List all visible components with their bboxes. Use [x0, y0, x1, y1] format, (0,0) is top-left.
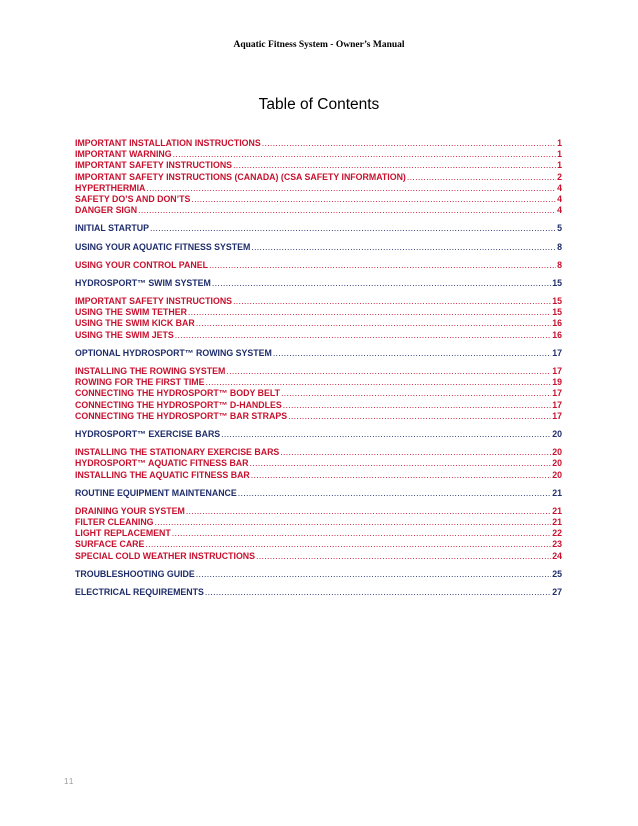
toc-dot-leader — [175, 330, 551, 341]
toc-entry[interactable] — [75, 172, 562, 183]
toc-entry-label: DRAINING YOUR SYSTEM — [75, 505, 185, 516]
toc-dot-leader — [233, 160, 556, 171]
toc-entry-label: DANGER SIGN — [75, 205, 138, 216]
toc-entry-label: USING YOUR AQUATIC FITNESS SYSTEM — [75, 241, 251, 252]
toc-dot-leader — [251, 470, 551, 481]
toc-entry-label: INSTALLING THE ROWING SYSTEM — [75, 366, 226, 376]
toc-dot-leader — [273, 348, 551, 359]
toc-entry-label: HYDROSPORT™ SWIM SYSTEM — [75, 277, 211, 288]
toc-group — [75, 429, 562, 440]
toc-entry-page: 22 — [552, 528, 562, 539]
toc-entry[interactable] — [75, 296, 562, 307]
toc-entry-label: HYDROSPORT™ AQUATIC FITNESS BAR — [75, 458, 249, 469]
running-header: Aquatic Fitness System - Owner’s Manual — [233, 40, 405, 50]
toc-entry-page: 16 — [552, 318, 562, 329]
group-spacer — [75, 580, 562, 587]
toc-entry[interactable] — [75, 488, 562, 499]
toc-entry[interactable] — [75, 569, 562, 580]
toc-entry-label: CONNECTING THE HYDROSPORT™ BODY BELT — [75, 388, 280, 399]
toc-group — [75, 278, 562, 289]
toc-entry-page: 17 — [552, 366, 562, 376]
toc-entry-page: 5 — [557, 223, 562, 234]
toc-entry[interactable] — [75, 278, 562, 289]
toc-entry-label: USING THE SWIM KICK BAR — [75, 318, 195, 329]
toc-dot-leader — [173, 149, 557, 160]
toc-entry[interactable] — [75, 587, 562, 598]
toc-entry-page: 15 — [552, 296, 562, 307]
toc-entry-label: HYDROSPORT™ EXERCISE BARS — [75, 428, 221, 439]
toc-entry[interactable] — [75, 429, 562, 440]
toc-entry-label: ELECTRICAL REQUIREMENTS — [75, 587, 204, 597]
toc-group — [75, 506, 562, 562]
toc-dot-leader — [262, 138, 556, 149]
toc-group — [75, 366, 562, 422]
toc-group — [75, 138, 562, 216]
toc-entry-page: 24 — [552, 550, 562, 561]
toc-entry[interactable] — [75, 223, 562, 234]
toc-entry[interactable] — [75, 551, 562, 562]
toc-entry-page: 4 — [557, 193, 562, 204]
toc-dot-leader — [196, 569, 551, 580]
group-spacer — [75, 422, 562, 429]
toc-entry-label: SPECIAL COLD WEATHER INSTRUCTIONS — [75, 550, 256, 561]
group-spacer — [75, 253, 562, 260]
toc-entry-label: USING THE SWIM JETS — [75, 329, 174, 340]
toc-entry-page: 20 — [552, 428, 562, 439]
group-spacer — [75, 440, 562, 447]
toc-dot-leader — [212, 278, 551, 289]
toc-entry[interactable] — [75, 348, 562, 359]
toc-entry[interactable] — [75, 528, 562, 539]
toc-entry-label: SAFETY DO’S AND DON’TS — [75, 193, 191, 204]
toc-entry-page: 21 — [552, 517, 562, 528]
toc-entry[interactable] — [75, 160, 562, 171]
toc-entry-label: IMPORTANT SAFETY INSTRUCTIONS — [75, 296, 233, 307]
toc-entry-label: USING YOUR CONTROL PANEL — [75, 259, 208, 270]
toc-entry[interactable] — [75, 539, 562, 550]
toc-group — [75, 587, 562, 598]
toc-group — [75, 488, 562, 499]
toc-dot-leader — [226, 366, 551, 377]
toc-dot-leader — [196, 318, 551, 329]
toc-dot-leader — [209, 260, 556, 271]
toc-entry-label: IMPORTANT INSTALLATION INSTRUCTIONS — [75, 138, 261, 148]
toc-dot-leader — [150, 223, 556, 234]
toc-entry[interactable] — [75, 506, 562, 517]
toc-entry-label: LIGHT REPLACEMENT — [75, 528, 171, 539]
group-spacer — [75, 235, 562, 242]
toc-entry-page: 17 — [552, 410, 562, 421]
toc-entry-label: IMPORTANT SAFETY INSTRUCTIONS (CANADA) (CSA SAFETY INFORMATION) — [75, 171, 406, 182]
toc-dot-leader — [188, 307, 551, 318]
toc-entry-label: CONNECTING THE HYDROSPORT™ BAR STRAPS — [75, 410, 288, 421]
toc-entry[interactable] — [75, 517, 562, 528]
toc-dot-leader — [186, 506, 551, 517]
toc-dot-leader — [146, 183, 556, 194]
toc-entry-page: 21 — [552, 487, 562, 498]
toc-dot-leader — [191, 194, 556, 205]
toc-entry-label: INSTALLING THE STATIONARY EXERCISE BARS — [75, 447, 280, 458]
toc-entry-page: 20 — [552, 458, 562, 469]
toc-entry-label: FILTER CLEANING — [75, 517, 154, 528]
toc-group — [75, 296, 562, 341]
toc-entry-label: OPTIONAL HYDROSPORT™ ROWING SYSTEM — [75, 347, 272, 358]
toc-entry[interactable] — [75, 458, 562, 469]
toc-group — [75, 242, 562, 253]
toc-entry[interactable] — [75, 307, 562, 318]
toc-entry-page: 19 — [552, 377, 562, 388]
toc-dot-leader — [283, 400, 551, 411]
toc-entry-page: 17 — [552, 388, 562, 399]
toc-entry[interactable] — [75, 194, 562, 205]
toc-entry[interactable] — [75, 260, 562, 271]
toc-entry[interactable] — [75, 183, 562, 194]
toc-entry[interactable] — [75, 149, 562, 160]
toc-entry-page: 8 — [557, 241, 562, 252]
toc-entry-page: 17 — [552, 347, 562, 358]
toc-entry-label: HYPERTHERMIA — [75, 182, 146, 193]
toc-entry[interactable] — [75, 318, 562, 329]
toc-entry-page: 21 — [552, 505, 562, 516]
toc-entry[interactable] — [75, 366, 562, 377]
toc-dot-leader — [407, 172, 556, 183]
toc-entry-label: INSTALLING THE AQUATIC FITNESS BAR — [75, 469, 250, 480]
toc-entry[interactable] — [75, 400, 562, 411]
toc-entry-label: SURFACE CARE — [75, 539, 145, 550]
toc-entry[interactable] — [75, 377, 562, 388]
toc-entry-label: ROUTINE EQUIPMENT MAINTENANCE — [75, 487, 237, 498]
toc-entry[interactable] — [75, 447, 562, 458]
toc-entry-label: USING THE SWIM TETHER — [75, 307, 187, 318]
toc-entry-page: 25 — [552, 568, 562, 579]
toc-entry-page: 23 — [552, 539, 562, 550]
toc-dot-leader — [172, 528, 551, 539]
toc-group — [75, 348, 562, 359]
toc-entry-page: 4 — [557, 205, 562, 216]
toc-entry-page: 27 — [552, 587, 562, 597]
group-spacer — [75, 216, 562, 223]
toc-dot-leader — [238, 488, 551, 499]
toc-dot-leader — [145, 539, 551, 550]
table-of-contents — [75, 138, 562, 598]
toc-dot-leader — [155, 517, 552, 528]
toc-group — [75, 447, 562, 481]
toc-entry-label: INITIAL STARTUP — [75, 223, 149, 234]
toc-dot-leader — [256, 551, 551, 562]
page-title: Table of Contents — [258, 96, 380, 113]
toc-dot-leader — [233, 296, 551, 307]
toc-entry-label: IMPORTANT WARNING — [75, 149, 172, 160]
toc-dot-leader — [288, 411, 551, 422]
toc-group — [75, 223, 562, 234]
toc-dot-leader — [206, 377, 552, 388]
toc-entry-page: 2 — [557, 171, 562, 182]
page-number: 11 — [64, 777, 75, 786]
toc-entry-page: 8 — [557, 259, 562, 270]
toc-dot-leader — [138, 205, 556, 216]
group-spacer — [75, 271, 562, 278]
group-spacer — [75, 499, 562, 506]
toc-entry[interactable] — [75, 138, 562, 149]
group-spacer — [75, 289, 562, 296]
toc-dot-leader — [250, 458, 552, 469]
toc-entry-page: 15 — [552, 277, 562, 288]
toc-entry[interactable] — [75, 205, 562, 216]
toc-entry[interactable] — [75, 388, 562, 399]
toc-dot-leader — [221, 429, 551, 440]
toc-entry[interactable] — [75, 411, 562, 422]
toc-entry[interactable] — [75, 330, 562, 341]
toc-group — [75, 260, 562, 271]
toc-entry[interactable] — [75, 470, 562, 481]
toc-dot-leader — [281, 388, 551, 399]
group-spacer — [75, 359, 562, 366]
toc-entry-page: 4 — [557, 182, 562, 193]
toc-entry-label: CONNECTING THE HYDROSPORT™ D-HANDLES — [75, 399, 282, 410]
toc-dot-leader — [280, 447, 551, 458]
toc-dot-leader — [205, 587, 551, 598]
toc-dot-leader — [251, 242, 556, 253]
toc-entry-page: 1 — [557, 138, 562, 148]
toc-entry-label: ROWING FOR THE FIRST TIME — [75, 377, 205, 388]
toc-entry-label: TROUBLESHOOTING GUIDE — [75, 568, 195, 579]
toc-entry[interactable] — [75, 242, 562, 253]
toc-entry-label: IMPORTANT SAFETY INSTRUCTIONS — [75, 160, 233, 171]
toc-group — [75, 569, 562, 580]
toc-entry-page: 20 — [552, 469, 562, 480]
toc-entry-page: 17 — [552, 399, 562, 410]
toc-entry-page: 1 — [557, 160, 562, 171]
toc-entry-page: 20 — [552, 447, 562, 458]
toc-entry-page: 1 — [557, 149, 562, 160]
group-spacer — [75, 481, 562, 488]
group-spacer — [75, 562, 562, 569]
toc-entry-page: 16 — [552, 329, 562, 340]
toc-entry-page: 15 — [552, 307, 562, 318]
group-spacer — [75, 341, 562, 348]
